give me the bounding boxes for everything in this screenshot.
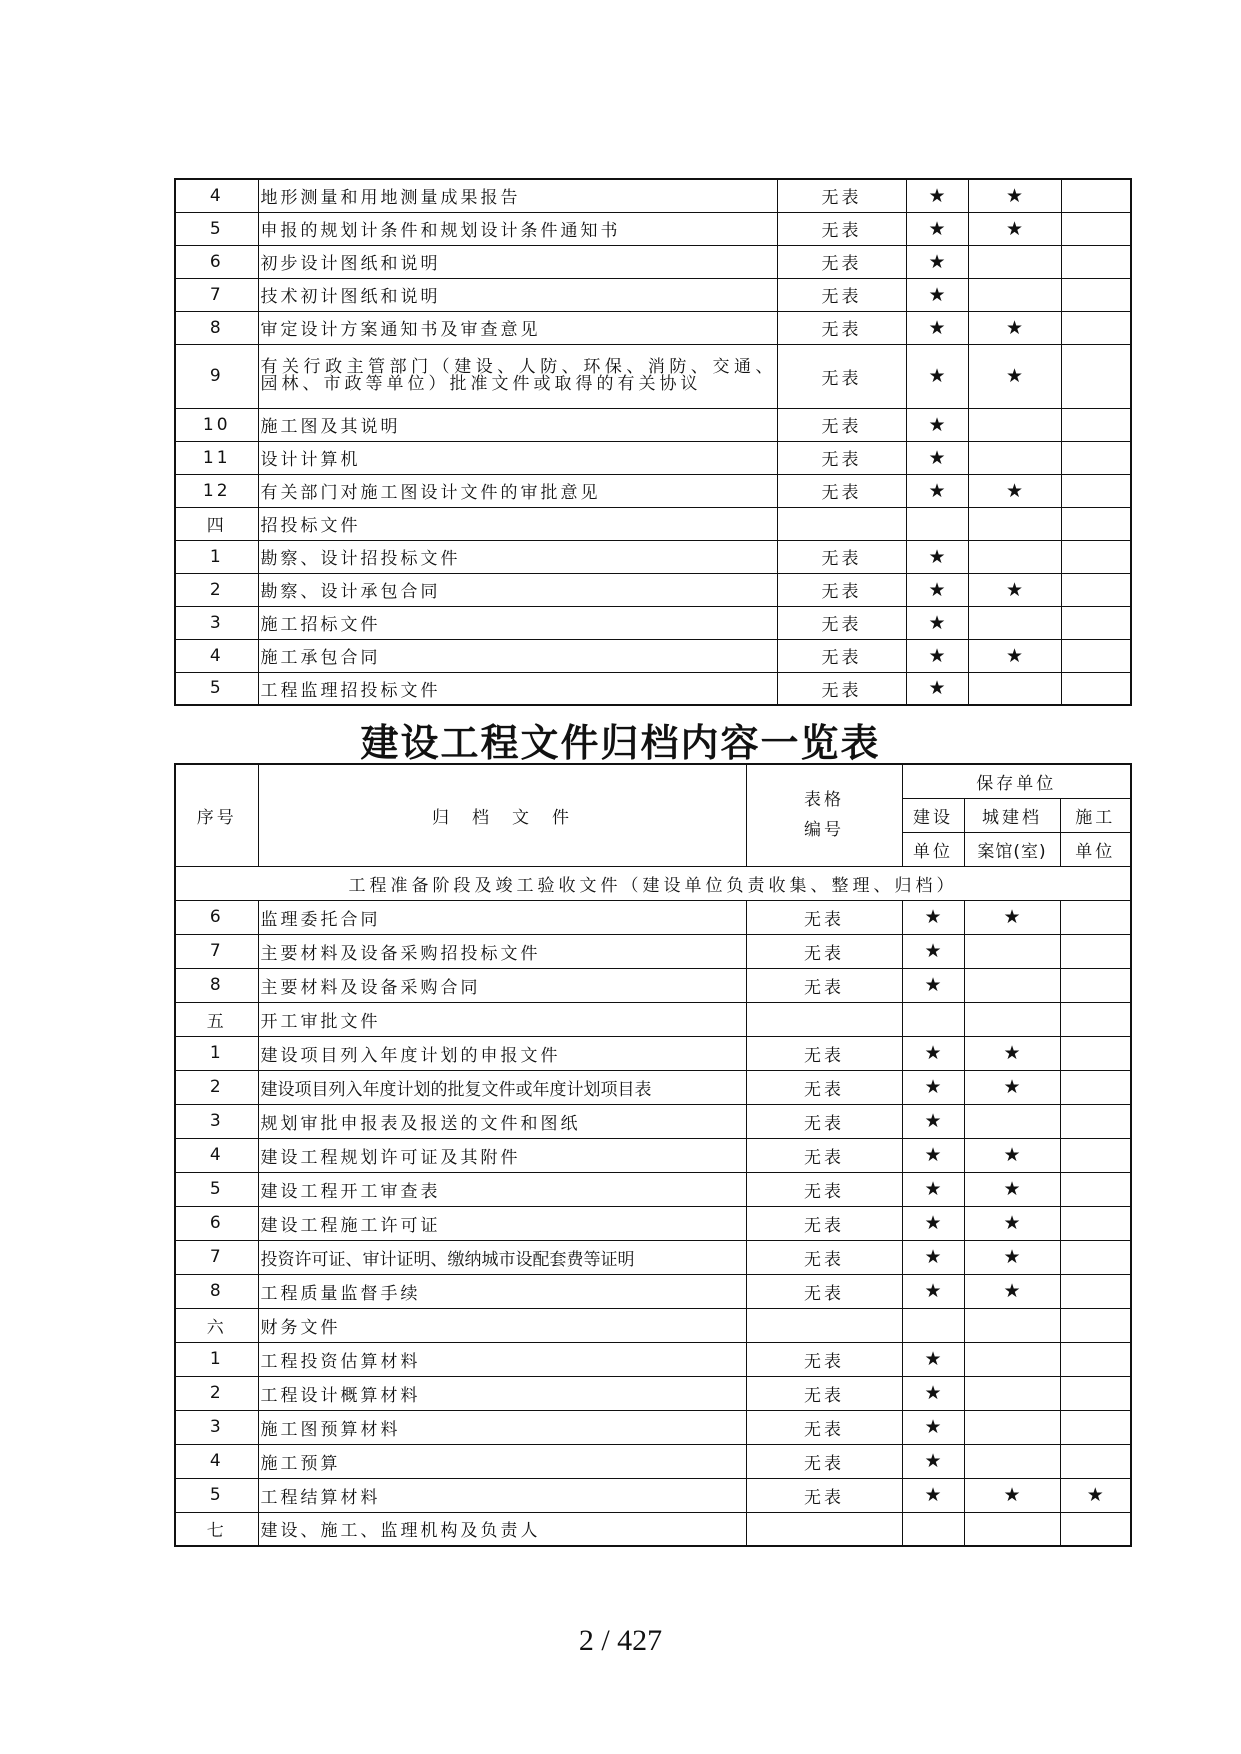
row-number: 5	[175, 672, 258, 705]
row-star-construction: ★	[906, 441, 968, 474]
header-unit-construction: 建设	[902, 798, 964, 832]
row-file-name: 建设、施工、监理机构及负责人	[258, 1512, 746, 1546]
row-star-archive	[968, 672, 1061, 705]
row-number: 4	[175, 1444, 258, 1478]
table-row	[175, 1070, 1131, 1104]
row-form-number: 无表	[746, 1444, 902, 1478]
row-star-contractor	[1061, 639, 1131, 672]
row-form-number: 无表	[746, 1240, 902, 1274]
row-star-contractor	[1060, 1036, 1131, 1070]
row-star-construction: ★	[902, 1172, 964, 1206]
row-star-contractor	[1060, 1206, 1131, 1240]
row-file-name: 工程质量监督手续	[258, 1274, 746, 1308]
row-number: 5	[175, 1478, 258, 1512]
row-file-name: 施工承包合同	[258, 639, 777, 672]
row-star-construction: ★	[902, 1240, 964, 1274]
row-star-archive	[964, 1376, 1060, 1410]
row-star-archive: ★	[964, 1172, 1060, 1206]
row-star-archive	[964, 1410, 1060, 1444]
row-star-archive: ★	[964, 1070, 1060, 1104]
row-star-construction: ★	[906, 179, 968, 212]
row-number: 5	[175, 1172, 258, 1206]
row-number: 2	[175, 1376, 258, 1410]
row-form-number: 无表	[777, 540, 906, 573]
row-number: 七	[175, 1512, 258, 1546]
row-star-archive	[964, 1444, 1060, 1478]
row-number: 四	[175, 507, 258, 540]
table-row	[175, 1206, 1131, 1240]
row-file-name: 工程设计概算材料	[258, 1376, 746, 1410]
row-number: 10	[175, 408, 258, 441]
row-file-name: 有关部门对施工图设计文件的审批意见	[258, 474, 777, 507]
row-file-name: 施工图及其说明	[258, 408, 777, 441]
table-row	[175, 1478, 1131, 1512]
row-file-name: 地形测量和用地测量成果报告	[258, 179, 777, 212]
row-number: 2	[175, 573, 258, 606]
row-form-number: 无表	[746, 968, 902, 1002]
row-form-number: 无表	[746, 1376, 902, 1410]
row-star-contractor	[1060, 1104, 1131, 1138]
table-row	[175, 408, 1131, 441]
row-number: 12	[175, 474, 258, 507]
row-star-contractor	[1061, 245, 1131, 278]
row-number: 4	[175, 179, 258, 212]
page-number: 2 / 427	[578, 1624, 663, 1657]
row-file-name: 申报的规划计条件和规划设计条件通知书	[258, 212, 777, 245]
header-unit-contractor: 施工	[1060, 798, 1131, 832]
row-star-contractor	[1060, 1444, 1131, 1478]
header-form-number	[746, 764, 902, 866]
table-row	[175, 1172, 1131, 1206]
row-star-contractor	[1061, 474, 1131, 507]
row-star-archive: ★	[968, 573, 1061, 606]
row-file-name: 审定设计方案通知书及审查意见	[258, 311, 777, 344]
row-form-number: 无表	[746, 1104, 902, 1138]
row-form-number: 无表	[777, 474, 906, 507]
row-star-contractor	[1060, 1342, 1131, 1376]
header-unit-archive-2: 案馆(室)	[964, 832, 1060, 866]
table-row	[175, 1036, 1131, 1070]
row-form-number	[746, 1512, 902, 1546]
row-number: 五	[175, 1002, 258, 1036]
row-star-construction: ★	[902, 1478, 964, 1512]
row-file-name: 开工审批文件	[258, 1002, 746, 1036]
row-star-archive	[964, 1002, 1060, 1036]
row-form-number: 无表	[777, 672, 906, 705]
row-star-archive: ★	[968, 212, 1061, 245]
header-form-line2: 编号	[804, 820, 844, 841]
table-row	[175, 672, 1131, 705]
row-star-archive	[968, 540, 1061, 573]
row-star-construction: ★	[906, 344, 968, 408]
row-star-contractor: ★	[1060, 1478, 1131, 1512]
row-star-construction: ★	[906, 245, 968, 278]
row-star-construction: ★	[906, 540, 968, 573]
row-star-archive: ★	[968, 311, 1061, 344]
table-row	[175, 441, 1131, 474]
row-star-archive	[964, 934, 1060, 968]
archive-table-main	[174, 763, 1132, 1547]
row-file-name: 设计计算机	[258, 441, 777, 474]
row-form-number: 无表	[746, 1036, 902, 1070]
row-star-construction: ★	[902, 1410, 964, 1444]
row-star-contractor	[1061, 278, 1131, 311]
row-form-number: 无表	[746, 1206, 902, 1240]
row-star-contractor	[1060, 1376, 1131, 1410]
row-star-archive: ★	[968, 639, 1061, 672]
row-form-number: 无表	[777, 212, 906, 245]
header-unit-contractor-2: 单位	[1060, 832, 1131, 866]
row-form-number: 无表	[746, 1070, 902, 1104]
row-form-number: 无表	[746, 934, 902, 968]
row-star-archive: ★	[968, 474, 1061, 507]
table-row	[175, 968, 1131, 1002]
table-row	[175, 1240, 1131, 1274]
row-star-construction	[902, 1512, 964, 1546]
row-number: 4	[175, 639, 258, 672]
row-star-contractor	[1061, 540, 1131, 573]
row-number: 7	[175, 934, 258, 968]
row-star-contractor	[1060, 1070, 1131, 1104]
row-number: 1	[175, 1342, 258, 1376]
table-row	[175, 540, 1131, 573]
row-form-number: 无表	[777, 606, 906, 639]
section-row	[175, 866, 1131, 900]
table-row	[175, 1104, 1131, 1138]
row-form-number: 无表	[777, 441, 906, 474]
row-star-contractor	[1060, 1138, 1131, 1172]
table-row	[175, 507, 1131, 540]
row-star-construction: ★	[906, 606, 968, 639]
row-file-name: 建设项目列入年度计划的申报文件	[258, 1036, 746, 1070]
row-star-construction	[902, 1308, 964, 1342]
row-star-contractor	[1061, 573, 1131, 606]
row-file-name: 工程投资估算材料	[258, 1342, 746, 1376]
row-star-construction: ★	[902, 1444, 964, 1478]
row-star-construction: ★	[902, 968, 964, 1002]
row-number: 1	[175, 540, 258, 573]
row-star-construction: ★	[906, 212, 968, 245]
row-form-number: 无表	[777, 311, 906, 344]
table-header-row	[175, 764, 1131, 798]
table-row	[175, 278, 1131, 311]
row-number: 8	[175, 968, 258, 1002]
table-row	[175, 606, 1131, 639]
row-file-name: 主要材料及设备采购合同	[258, 968, 746, 1002]
table-row	[175, 245, 1131, 278]
row-number: 1	[175, 1036, 258, 1070]
row-star-archive	[968, 408, 1061, 441]
row-file-name: 建设项目列入年度计划的批复文件或年度计划项目表	[258, 1070, 746, 1104]
row-number: 3	[175, 1104, 258, 1138]
table-row	[175, 573, 1131, 606]
row-star-contractor	[1061, 441, 1131, 474]
row-number: 3	[175, 1410, 258, 1444]
table-row	[175, 179, 1131, 212]
row-form-number: 无表	[777, 573, 906, 606]
row-number: 7	[175, 278, 258, 311]
table-row	[175, 934, 1131, 968]
row-file-name: 施工预算	[258, 1444, 746, 1478]
row-star-archive: ★	[964, 1274, 1060, 1308]
row-star-archive	[964, 1342, 1060, 1376]
table-row	[175, 311, 1131, 344]
row-star-archive: ★	[968, 344, 1061, 408]
row-star-contractor	[1060, 1002, 1131, 1036]
row-star-contractor	[1060, 1410, 1131, 1444]
row-star-construction	[902, 1002, 964, 1036]
row-star-construction: ★	[906, 474, 968, 507]
row-file-name: 施工图预算材料	[258, 1410, 746, 1444]
row-star-archive	[968, 441, 1061, 474]
row-number: 11	[175, 441, 258, 474]
row-number: 2	[175, 1070, 258, 1104]
table-row	[175, 474, 1131, 507]
table-row	[175, 344, 1131, 408]
row-star-archive	[968, 606, 1061, 639]
header-form-line1: 表格	[804, 790, 844, 811]
row-star-contractor	[1060, 968, 1131, 1002]
row-star-archive	[964, 1512, 1060, 1546]
row-number: 6	[175, 900, 258, 934]
row-form-number	[746, 1308, 902, 1342]
row-file-name: 规划审批申报表及报送的文件和图纸	[258, 1104, 746, 1138]
row-number: 8	[175, 1274, 258, 1308]
row-star-archive	[968, 278, 1061, 311]
row-star-construction: ★	[902, 1376, 964, 1410]
row-form-number: 无表	[777, 278, 906, 311]
row-star-archive: ★	[964, 1478, 1060, 1512]
row-star-construction: ★	[902, 1070, 964, 1104]
row-number: 6	[175, 1206, 258, 1240]
table-row	[175, 1274, 1131, 1308]
row-star-construction: ★	[902, 1036, 964, 1070]
table-row	[175, 1444, 1131, 1478]
header-unit-archive: 城建档	[964, 798, 1060, 832]
table-row	[175, 639, 1131, 672]
table-row	[175, 212, 1131, 245]
row-form-number: 无表	[746, 1342, 902, 1376]
row-star-contractor	[1060, 1274, 1131, 1308]
table-row	[175, 1512, 1131, 1546]
row-star-construction: ★	[906, 408, 968, 441]
table-row	[175, 1410, 1131, 1444]
row-star-archive	[968, 507, 1061, 540]
row-star-contractor	[1061, 344, 1131, 408]
row-form-number: 无表	[777, 639, 906, 672]
row-file-name: 财务文件	[258, 1308, 746, 1342]
header-archive-file: 归 档 文 件	[258, 764, 746, 866]
row-file-name: 招投标文件	[258, 507, 777, 540]
row-star-contractor	[1061, 212, 1131, 245]
row-star-construction: ★	[902, 1104, 964, 1138]
row-number: 4	[175, 1138, 258, 1172]
row-star-construction: ★	[906, 639, 968, 672]
row-form-number: 无表	[746, 1274, 902, 1308]
row-file-name: 技术初计图纸和说明	[258, 278, 777, 311]
row-star-archive	[964, 968, 1060, 1002]
row-star-contractor	[1060, 934, 1131, 968]
header-unit-construction-2: 单位	[902, 832, 964, 866]
row-star-archive: ★	[968, 179, 1061, 212]
row-file-name: 工程结算材料	[258, 1478, 746, 1512]
row-number: 5	[175, 212, 258, 245]
row-star-contractor	[1061, 672, 1131, 705]
row-file-name: 工程监理招投标文件	[258, 672, 777, 705]
row-star-contractor	[1060, 1240, 1131, 1274]
row-number: 9	[175, 344, 258, 408]
row-star-contractor	[1061, 179, 1131, 212]
header-storage-units: 保存单位	[902, 764, 1131, 798]
row-file-name: 建设工程施工许可证	[258, 1206, 746, 1240]
row-form-number: 无表	[746, 1172, 902, 1206]
row-star-archive: ★	[964, 1036, 1060, 1070]
row-star-contractor	[1061, 606, 1131, 639]
row-number: 8	[175, 311, 258, 344]
row-form-number: 无表	[746, 1478, 902, 1512]
row-number: 6	[175, 245, 258, 278]
row-star-contractor	[1060, 900, 1131, 934]
header-no: 序号	[175, 764, 258, 866]
row-file-name: 勘察、设计承包合同	[258, 573, 777, 606]
row-star-contractor	[1061, 408, 1131, 441]
row-star-archive	[968, 245, 1061, 278]
row-star-contractor	[1061, 507, 1131, 540]
row-form-number: 无表	[746, 1138, 902, 1172]
row-form-number: 无表	[746, 900, 902, 934]
row-file-name: 建设工程规划许可证及其附件	[258, 1138, 746, 1172]
row-file-name: 投资许可证、审计证明、缴纳城市设配套费等证明	[258, 1240, 746, 1274]
row-file-name: 主要材料及设备采购招投标文件	[258, 934, 746, 968]
row-star-archive: ★	[964, 1206, 1060, 1240]
row-file-name: 有关行政主管部门（建设、人防、环保、消防、交通、园林、市政等单位）批准文件或取得的有关协议	[258, 344, 777, 408]
row-star-contractor	[1060, 1512, 1131, 1546]
row-form-number: 无表	[777, 408, 906, 441]
table-row	[175, 1138, 1131, 1172]
row-file-name: 建设工程开工审查表	[258, 1172, 746, 1206]
table-row	[175, 1308, 1131, 1342]
table-row	[175, 1002, 1131, 1036]
row-star-construction: ★	[906, 278, 968, 311]
row-number: 7	[175, 1240, 258, 1274]
row-star-archive: ★	[964, 1138, 1060, 1172]
row-star-construction: ★	[902, 1138, 964, 1172]
row-star-construction: ★	[902, 900, 964, 934]
row-star-contractor	[1060, 1172, 1131, 1206]
row-file-name: 施工招标文件	[258, 606, 777, 639]
row-star-construction: ★	[902, 934, 964, 968]
page-title: 建设工程文件归档内容一览表	[360, 720, 881, 765]
row-star-construction: ★	[906, 672, 968, 705]
row-star-construction: ★	[902, 1274, 964, 1308]
table-row	[175, 1342, 1131, 1376]
row-star-construction: ★	[906, 311, 968, 344]
row-file-name: 初步设计图纸和说明	[258, 245, 777, 278]
row-star-archive: ★	[964, 900, 1060, 934]
row-form-number: 无表	[777, 179, 906, 212]
row-form-number: 无表	[777, 245, 906, 278]
row-form-number: 无表	[746, 1410, 902, 1444]
section-title: 工程准备阶段及竣工验收文件（建设单位负责收集、整理、归档）	[175, 866, 1131, 900]
row-star-construction: ★	[902, 1342, 964, 1376]
row-star-construction: ★	[906, 573, 968, 606]
row-form-number	[746, 1002, 902, 1036]
row-star-construction: ★	[902, 1206, 964, 1240]
row-star-contractor	[1061, 311, 1131, 344]
archive-table-top	[174, 178, 1132, 706]
row-number: 3	[175, 606, 258, 639]
row-star-archive	[964, 1308, 1060, 1342]
row-star-construction	[906, 507, 968, 540]
row-file-name: 监理委托合同	[258, 900, 746, 934]
row-number: 六	[175, 1308, 258, 1342]
row-form-number: 无表	[777, 344, 906, 408]
table-row	[175, 900, 1131, 934]
row-star-archive: ★	[964, 1240, 1060, 1274]
row-file-name: 勘察、设计招投标文件	[258, 540, 777, 573]
row-form-number	[777, 507, 906, 540]
table-row	[175, 1376, 1131, 1410]
row-star-contractor	[1060, 1308, 1131, 1342]
row-star-archive	[964, 1104, 1060, 1138]
